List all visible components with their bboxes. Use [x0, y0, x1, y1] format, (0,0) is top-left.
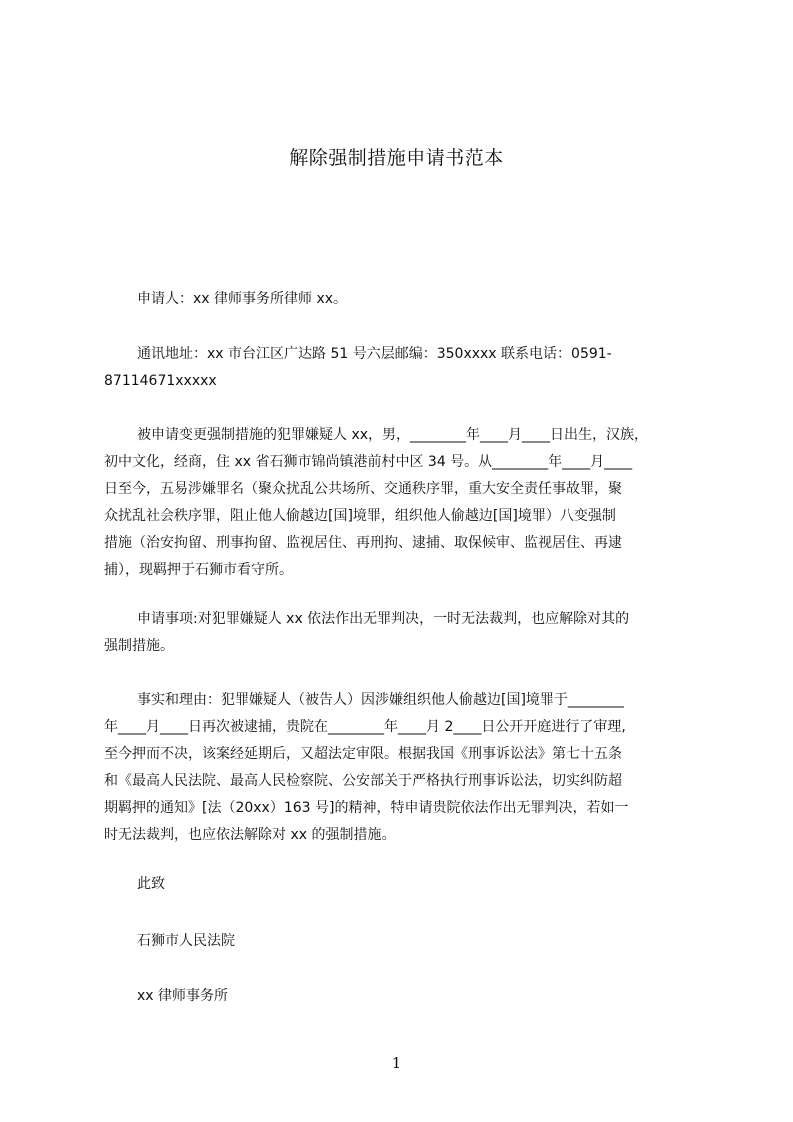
request-paragraph	[104, 606, 714, 660]
facts-line: 日至今，五易涉嫌罪名（聚众扰乱公共场所、交通秩序罪，重大安全责任事故罪，聚	[104, 481, 622, 497]
salutation-paragraph	[104, 871, 714, 898]
reasons-line: 期羁押的通知》[法（20xx）163 号]的精神，特申请贵院依法作出无罪判决，若如一	[104, 800, 629, 816]
request-line: 申请事项:对犯罪嫌疑人 xx 依法作出无罪判决，一时无法裁判，也应解除对其的	[137, 611, 630, 627]
recipient-line: 石狮市人民法院	[137, 933, 235, 949]
facts-paragraph	[104, 422, 714, 584]
document-title: 解除强制措施申请书范本	[289, 147, 504, 169]
address-paragraph	[104, 341, 714, 395]
facts-line: 捕），现羁押于石狮市看守所。	[104, 562, 293, 578]
reasons-line: 时无法裁判，也应依法解除对 xx 的强制措施。	[104, 827, 396, 843]
facts-line: 措施（治安拘留、刑事拘留、监视居住、再刑拘、逮捕、取保候审、监视居住、再逮	[104, 535, 622, 551]
address-line: 通讯地址：xx 市台江区广达路 51 号六层邮编：350xxxx 联系电话：0591-	[137, 346, 612, 362]
signature-paragraph	[104, 983, 714, 1010]
reasons-line: 事实和理由：犯罪嫌疑人（被告人）因涉嫌组织他人偷越边[国]境罪于________	[137, 692, 624, 708]
facts-line: 被申请变更强制措施的犯罪嫌疑人 xx，男，________年____月____日出生，汉族，	[137, 427, 649, 443]
request-line: 强制措施。	[104, 638, 174, 654]
reasons-paragraph	[104, 687, 714, 849]
facts-line: 众扰乱社会秩序罪，阻止他人偷越边[国]境罪，组织他人偷越边[国]境罪）八变强制	[104, 508, 616, 524]
applicant-paragraph	[104, 286, 714, 313]
recipient-paragraph	[104, 928, 714, 955]
reasons-line: 和《最高人民法院、最高人民检察院、公安部关于严格执行刑事诉讼法，切实纠防超	[104, 773, 622, 789]
salutation-line: 此致	[137, 876, 165, 892]
applicant-line: 申请人：xx 律师事务所律师 xx。	[137, 291, 348, 307]
signature-line: xx 律师事务所	[137, 988, 229, 1004]
page-number: 1	[391, 1054, 402, 1072]
reasons-line: 至今押而不决，该案经延期后，又超法定审限。根据我国《刑事诉讼法》第七十五条	[104, 746, 622, 762]
address-line: 87114671xxxxx	[104, 373, 217, 389]
facts-line: 初中文化，经商，住 xx 省石狮市锦尚镇港前村中区 34 号。从________年____月____	[104, 454, 633, 470]
reasons-line: 年____月____日再次被逮捕，贵院在________年____月 2____日公开开庭进行了审理,	[104, 719, 626, 735]
